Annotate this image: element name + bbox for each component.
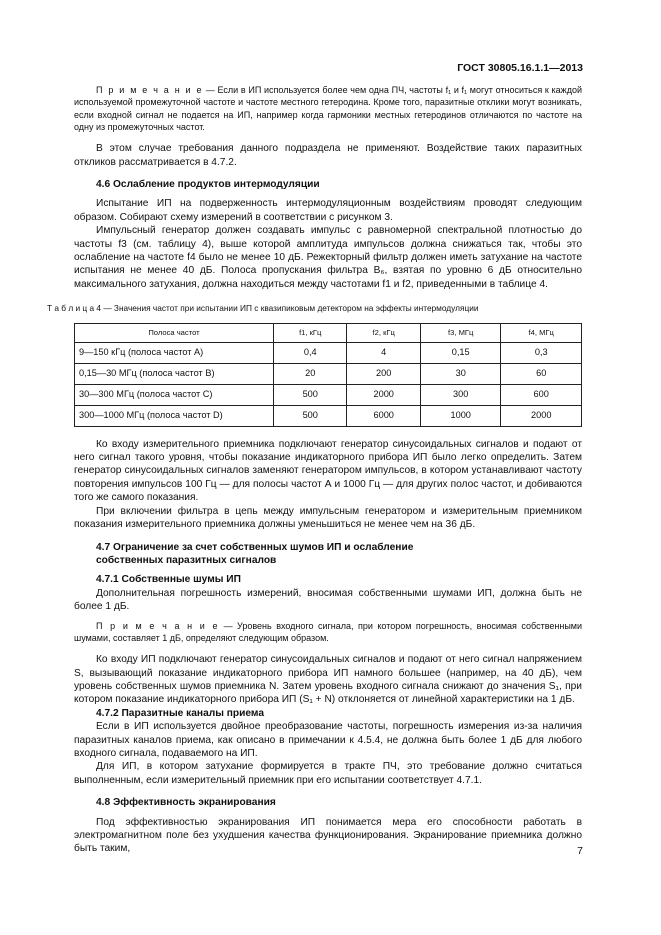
table-row	[75, 405, 582, 426]
note-paragraph-2	[74, 620, 582, 645]
note-label: П р и м е ч а н и е	[96, 620, 220, 631]
table-cell: 0,15—30 МГц (полоса частот В)	[75, 363, 274, 384]
table-cell: 4	[347, 342, 420, 363]
subsection-heading-4-7-1: 4.7.1 Собственные шумы ИП	[96, 574, 241, 586]
table-cell: 500	[274, 384, 347, 405]
column-header: f2, кГц	[347, 323, 420, 342]
paragraph: В этом случае требования данного подраздела не применяют. Воздействие таких паразитных откликов рассматривается в 4.7.2.	[74, 143, 582, 168]
paragraph: Дополнительная погрешность измерений, вносимая собственными шумами ИП, должна быть не более 1 дБ.	[74, 587, 582, 613]
paragraph: Ко входу ИП подключают генератор синусоидальных сигналов и подают от него сигнал напряжением S, вызывающий показание индикаторного прибора ИП намного большее (например, на 40 дБ), чем уровень собственных шумов приемника N. Затем уровень входного сигнала снижают до значения S₁, при котором показание индикаторного прибора ИП (S₁ + N) отклоняется от линейной характеристики на 1 дБ.	[74, 654, 582, 706]
section-heading-4-6: 4.6 Ослабление продуктов интермодуляции	[96, 179, 320, 190]
table-cell: 300—1000 МГц (полоса частот D)	[75, 405, 274, 426]
table-cell: 0,15	[420, 342, 501, 363]
table-row	[75, 342, 582, 363]
column-header: f4, МГц	[501, 323, 582, 342]
table-cell: 600	[501, 384, 582, 405]
table-row	[75, 363, 582, 384]
note-paragraph-1	[74, 84, 582, 133]
column-header: Полоса частот	[75, 323, 274, 342]
section-heading-4-8: 4.8 Эффективность экранирования	[96, 797, 276, 809]
section-heading-4-7-cont: собственных паразитных сигналов	[96, 554, 277, 566]
column-header: f1, кГц	[274, 323, 347, 342]
paragraph: Для ИП, в котором затухание формируется в тракте ПЧ, это требование должно считаться выполненным, если измерительный приемник при его испытании соответствует 4.7.1.	[74, 761, 582, 786]
paragraph: Испытание ИП на подверженность интермодуляционным воздействиям проводят следующим образом. Собирают схему измерений в соответствии с рисунком 3.	[74, 198, 582, 223]
column-header: f3, МГц	[420, 323, 501, 342]
frequency-table	[74, 323, 582, 427]
section-heading-4-7: 4.7 Ограничение за счет собственных шумов ИП и ослабление	[96, 541, 414, 553]
table-cell: 1000	[420, 405, 501, 426]
table-cell: 60	[501, 363, 582, 384]
table-header-row	[75, 323, 582, 342]
table-cell: 300	[420, 384, 501, 405]
table-cell: 0,3	[501, 342, 582, 363]
table-cell: 2000	[347, 384, 420, 405]
subsection-heading-4-7-2: 4.7.2 Паразитные каналы приема	[96, 707, 264, 719]
table-cell: 30	[420, 363, 501, 384]
table-cell: 9—150 кГц (полоса частот А)	[75, 342, 274, 363]
table-caption: Т а б л и ц а 4 — Значения частот при испытании ИП с квазипиковым детектором на эффекты интермодуляции	[47, 303, 479, 314]
paragraph: Под эффективностью экранирования ИП понимается мера его способности работать в электромагнитном поле без ухудшения качества функционирования. Экранирование приемника должно быть таким,	[74, 816, 582, 855]
paragraph: При включении фильтра в цепь между импульсным генератором и измерительным приемником показания измерительного приемника должны уменьшиться не менее чем на 36 дБ.	[74, 505, 582, 531]
note-text: — Если в ИП используется более чем одна ПЧ, частоты f₁ и f₁ могут относиться к каждой используемой промежуточной частоте и частоте местного гетеродина. Кроме того, паразитные отклики могут возникать, если входной сигнал не подается на ИП, например когда гармоники местных гетеродинов отличаются по частоте на одну из промежуточных частот.	[74, 85, 582, 132]
standard-header: ГОСТ 30805.16.1.1—2013	[457, 62, 583, 74]
table-cell: 0,4	[274, 342, 347, 363]
table-cell: 6000	[347, 405, 420, 426]
table-row	[75, 384, 582, 405]
note-label: П р и м е ч а н и е	[96, 85, 204, 95]
table-cell: 30—300 МГц (полоса частот С)	[75, 384, 274, 405]
table-cell: 2000	[501, 405, 582, 426]
table-cell: 20	[274, 363, 347, 384]
table-cell: 200	[347, 363, 420, 384]
paragraph: Импульсный генератор должен создавать импульс с равномерной спектральной плотностью до частоты f3 (см. таблицу 4), выше которой амплитуда импульсов должна снижаться так, чтобы это ослабление на частоте f4 было не менее 10 дБ. Режекторный фильтр должен иметь затухание на частоте испытания не менее 40 дБ. Полоса пропускания фильтра B₆, взятая по уровню 6 дБ относительно максимального затухания, должна находиться между частотами f1 и f2, приведенными в таблице 4.	[74, 225, 582, 290]
page-number: 7	[577, 845, 583, 857]
table-cell: 500	[274, 405, 347, 426]
paragraph: Ко входу измерительного приемника подключают генератор синусоидальных сигналов и подают от него сигнал такого уровня, чтобы показание индикаторного прибора ИП было легко определить. Затем генератор синусоидальных сигналов заменяют генератором импульсов, в котором устанавливают частоту повторения импульсов 100 Гц — для полосы частот А и 1000 Гц — для других полос частот, и добиваются того же самого показания.	[74, 438, 582, 504]
page-content	[47, 84, 583, 856]
paragraph: Если в ИП используется двойное преобразование частоты, погрешность измерения из-за наличия паразитных каналов приема, как описано в примечании к 4.5.4, не должна быть более 1 дБ для любого входного сигнала, подаваемого на ИП.	[74, 721, 582, 759]
note-text: — Уровень входного сигнала, при котором погрешность, вносимая собственными шумами, составляет 1 дБ, определяют следующим образом.	[74, 620, 583, 643]
